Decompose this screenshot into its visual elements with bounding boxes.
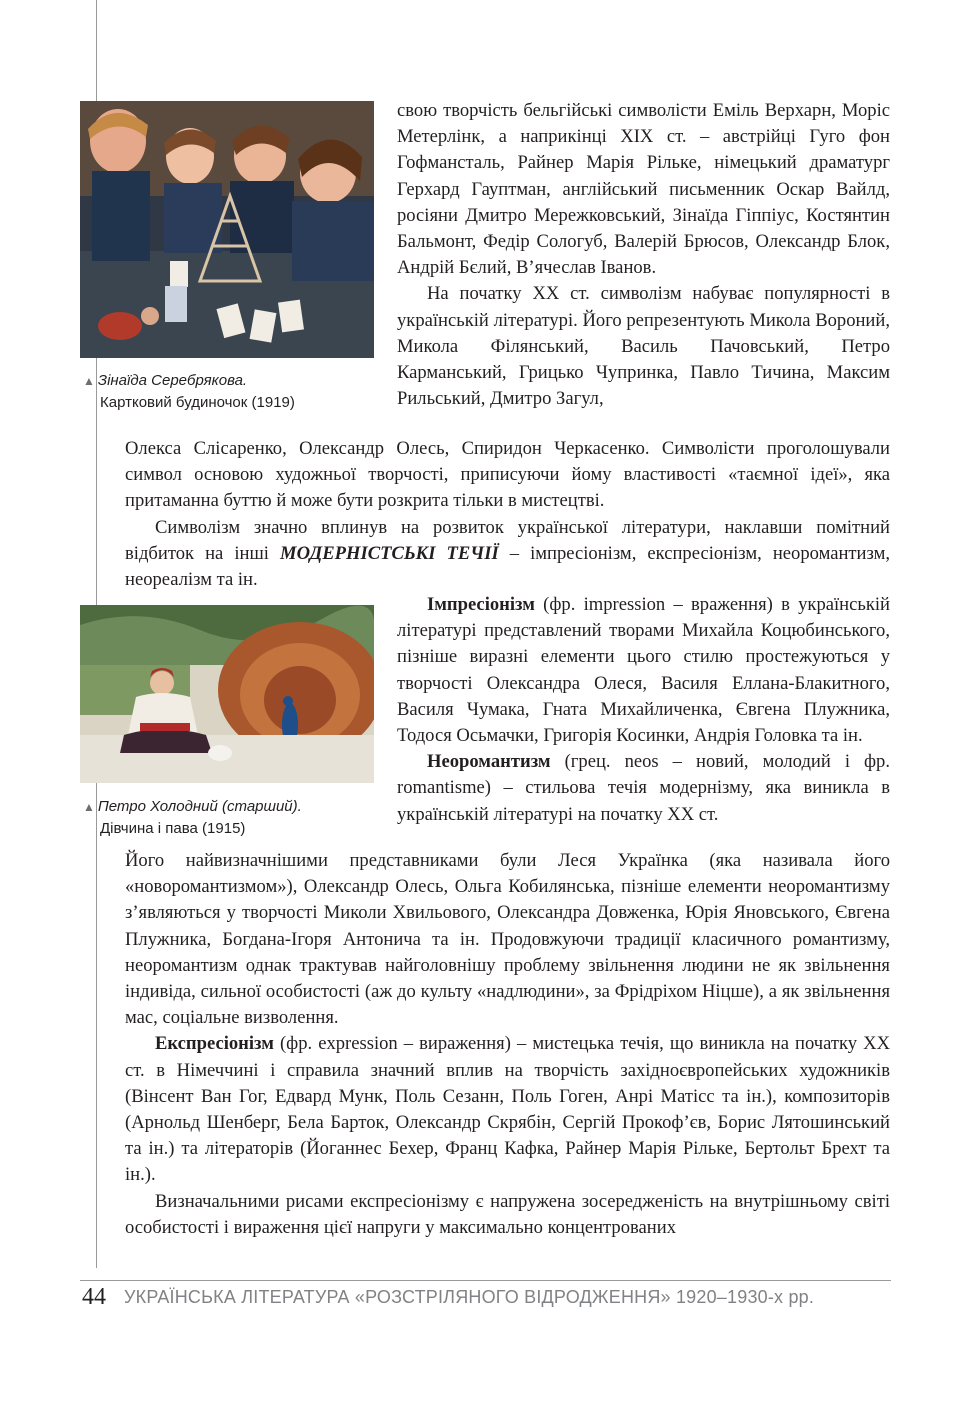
text-column-middle [397, 592, 890, 828]
caption-author: Петро Холодний (старший). [97, 798, 302, 815]
caption-title: Картковий будиночок (1919) [100, 394, 295, 411]
triangle-up-icon: ▲ [83, 374, 95, 388]
paragraph-expressionism: Експресіонізм (фр. expression – вираження) – мистецька течія, що виникла на початку XX ст. в Німеччині і справила значний вплив на творчість західноєвропейських художників (Вінсент Ван Гог, Едвард Мунк, Поль Сезанн, Поль Гоген, Анрі Матісс та ін.), композиторів (Арнольд Шенберг, Бела Барток, Олександр Скрябін, Сергій Прокоф’єв, Борис Лятошинський та ін.) та літераторів (Йоганнес Бехер, Франц Кафка, Райнер Марія Рільке, Бертольт Брехт та ін.). [125, 1033, 890, 1186]
term-modernist-trends: МОДЕРНІСТСЬКІ ТЕЧІЇ [280, 542, 499, 564]
term-neoromanticism: Неоромантизм [427, 751, 551, 773]
painting-house-of-cards-image [80, 101, 374, 358]
figure-caption-2 [83, 796, 383, 839]
caption-title: Дівчина і пава (1915) [100, 820, 246, 837]
term-impressionism: Імпресіонізм [427, 594, 535, 615]
paragraph-symbolists-continued: свою творчість бельгійські символісти Еміль Верхарн, Моріс Метерлінк, а наприкінці XIX ст. – австрійці Гуго фон Гофмансталь, Райнер Марія Рільке, німецький драматург Герхард Гауптман, англійський письменник Оскар Вайлд, росіяни Дмитро Мережковський, Зінаїда Гіппіус, Костянтин Бальмонт, Федір Сологуб, Валерій Брюсов, Олександр Блок, Андрій Бєлий, В’ячеслав Іванов. [397, 100, 890, 279]
caption-author: Зінаїда Серебрякова. [97, 372, 248, 389]
painting-girl-and-peacock [80, 605, 374, 783]
painting-house-of-cards [80, 101, 374, 358]
footer-rule [80, 1280, 891, 1281]
figure-caption-1 [83, 370, 383, 413]
text-column-top [397, 98, 890, 412]
paragraph-modernist-trends: Символізм значно вплинув на розвиток української літератури, наклавши помітний відбиток на інші МОДЕРНІСТСЬКІ ТЕЧІЇ – імпресіонізм, експресіонізм, неоромантизм, неореалізм та ін. [125, 516, 890, 591]
text-full-width-1 [125, 436, 890, 593]
triangle-up-icon: ▲ [83, 800, 95, 814]
paragraph-neoromanticism: Неоромантизм (грец. neos – новий, молодий і фр. romantisme) – стильова течія модернізму, яка виникла в українській літературі на початку XX ст. [397, 751, 890, 825]
running-head: УКРАЇНСЬКА ЛІТЕРАТУРА «РОЗСТРІЛЯНОГО ВІДРОДЖЕННЯ» 1920–1930-х рр. [124, 1287, 815, 1307]
paragraph-neoromanticism-continued: Його найвизначнішими представниками були Леся Українка (яка називала його «новоромантизмом»), Олександр Олесь, Ольга Кобилянська, пізніше елементи неоромантизму з’являються у творчості Миколи Хвильового, Олександра Довженка, Юрія Яновського, Євгена Плужника, Богдана-Ігоря Антонича та ін. Продовжуючи традиції класичного романтизму, неоромантизм однак трактував найголовнішу проблему звільнення людини не як звільнення індивіда, сильної особистості (аж до культу «надлюдини», за Фрідріхом Ніцше), а як звільнення мас, соціальне визволення. [125, 850, 890, 1029]
paragraph-symbolism-continued: Олекса Слісаренко, Олександр Олесь, Спиридон Черкасенко. Символісти проголошували символ основою художньої творчості, приписуючи йому властивості «таємної ідеї», яка притаманна буттю й може бути розкрита тільки в мистецтві. [125, 438, 890, 512]
painting-girl-and-peacock-image [80, 605, 374, 783]
text-full-width-2 [125, 848, 890, 1241]
paragraph-symbolism-ukraine: На початку XX ст. символізм набуває популярності в українській літературі. Його репрезентують Микола Вороний, Микола Філянський, Василь Пачовський, Петро Карманський, Грицько Чупринка, Павло Тичина, Максим Рильський, Дмитро Загул, [397, 283, 890, 410]
page-number: 44 [82, 1284, 106, 1310]
paragraph-expressionism-features: Визначальними рисами експресіонізму є напружена зосередженість на внутрішньому світі особистості і вираження цієї напруги у максимально концентрованих [125, 1190, 890, 1238]
term-expressionism: Експресіонізм [155, 1033, 274, 1055]
paragraph-impressionism: Імпресіонізм (фр. impression – враження) в українській літературі представлений творами Михайла Коцюбинського, пізніше виразні елементи цього стилю простежуються у творчості Олександра Олеся, Василя Еллана-Блакитного, Василя Чумака, Гната Михайличенка, Євгена Плужника, Тодося Осьмачки, Григорія Косинки, Андрія Головка та ін. [397, 594, 890, 747]
